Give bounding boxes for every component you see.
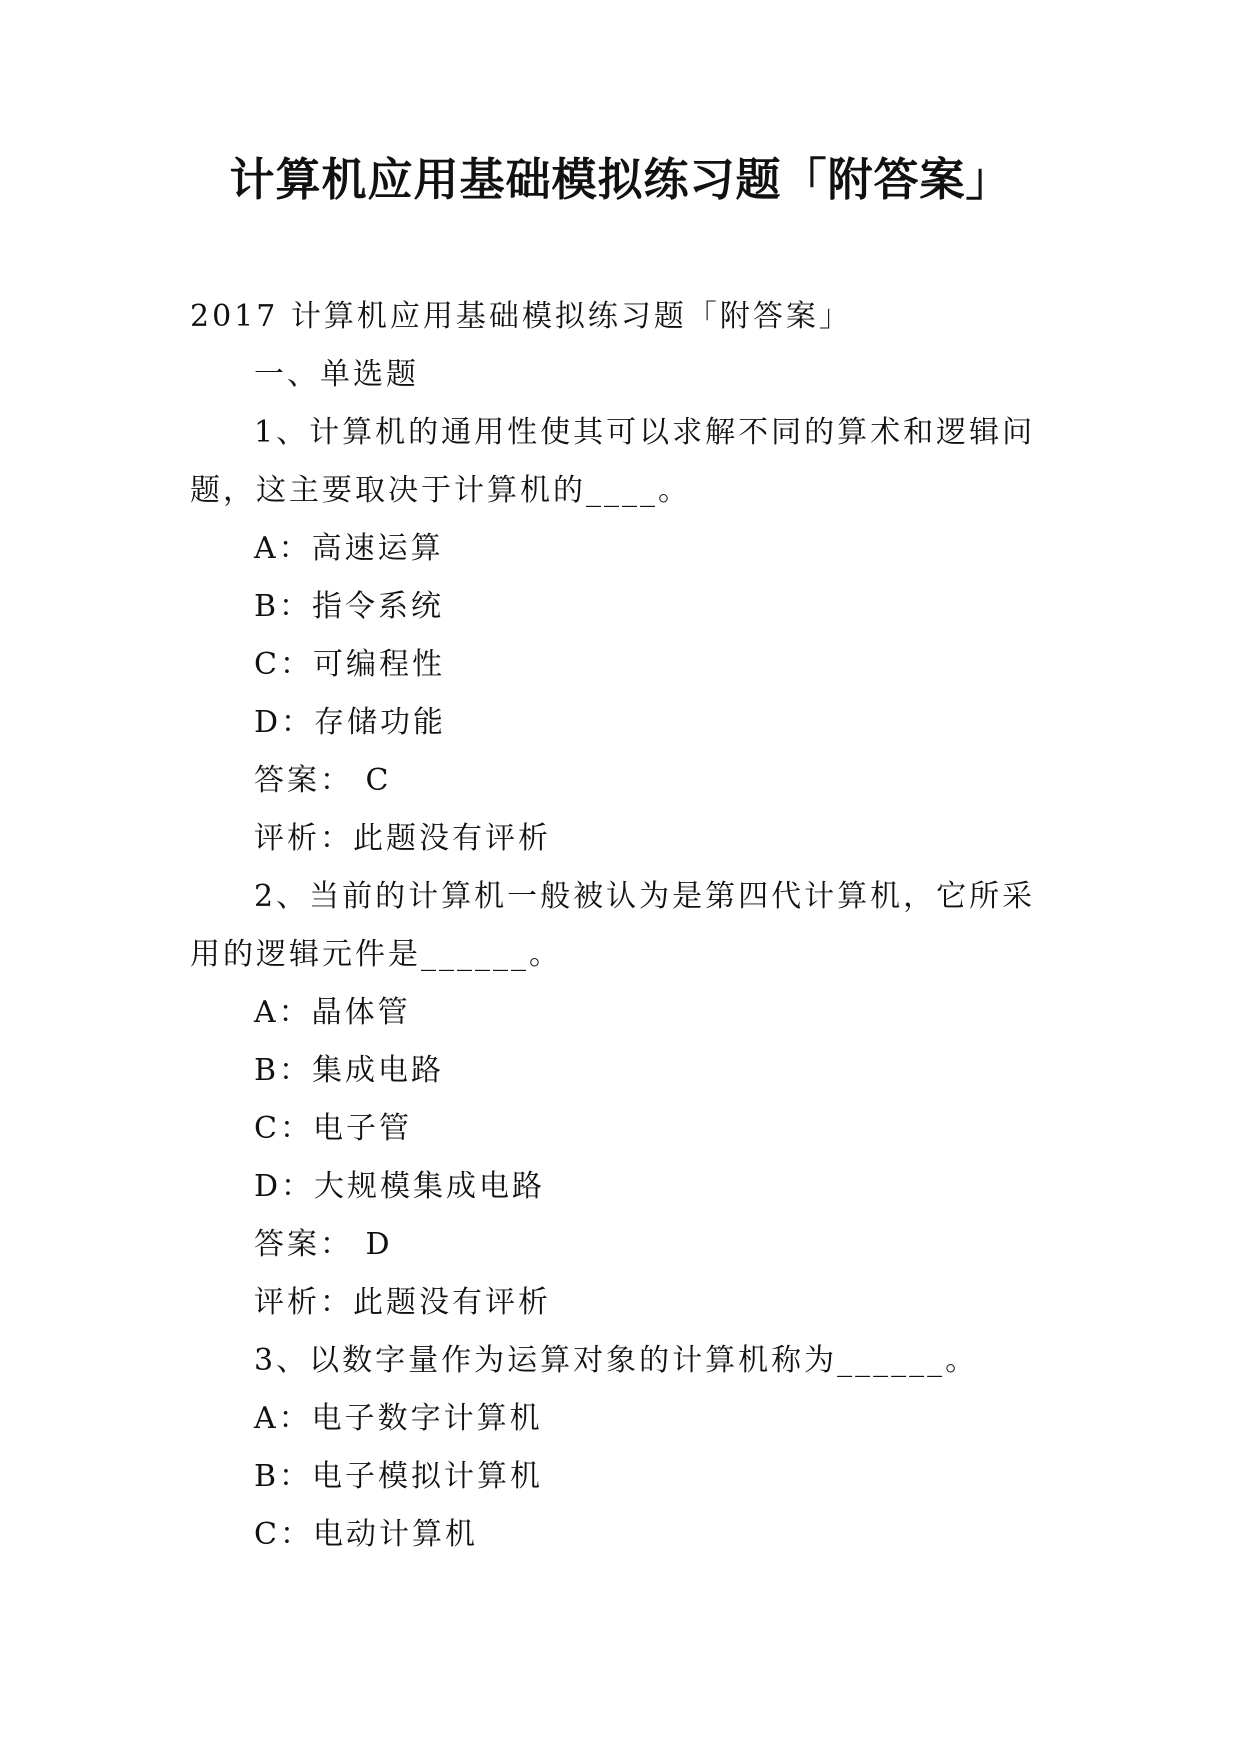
question-3-stem: 3、以数字量作为运算对象的计算机称为______。 [254, 1343, 979, 1378]
question-2-option-c: C：电子管 [254, 1111, 412, 1146]
question-3-option-a: A：电子数字计算机 [254, 1401, 543, 1436]
question-3-option-b: B：电子模拟计算机 [254, 1459, 544, 1494]
question-3-option-c: C：电动计算机 [254, 1517, 478, 1552]
question-2-option-d: D：大规模集成电路 [254, 1169, 546, 1204]
question-2-analysis: 评析：此题没有评析 [254, 1285, 551, 1320]
question-1-analysis: 评析：此题没有评析 [254, 821, 551, 856]
question-2-stem: 2、当前的计算机一般被认为是第四代计算机，它所采用的逻辑元件是______。 [190, 879, 1036, 972]
question-2-option-a: A：晶体管 [254, 995, 411, 1030]
question-2-option-b: B：集成电路 [254, 1053, 445, 1088]
question-1-option-b: B：指令系统 [254, 589, 445, 624]
document-subtitle: 2017 计算机应用基础模拟练习题「附答案」 [190, 299, 852, 334]
question-1-stem: 1、计算机的通用性使其可以求解不同的算术和逻辑问题，这主要取决于计算机的____。 [190, 415, 1036, 508]
document-title: 计算机应用基础模拟练习题「附答案」 [229, 153, 1012, 206]
question-1-option-a: A：高速运算 [254, 531, 444, 566]
question-2-answer: 答案： D [254, 1227, 393, 1262]
question-1-answer: 答案： C [254, 763, 392, 798]
document-body [190, 288, 1058, 1564]
question-1-option-c: C：可编程性 [254, 647, 445, 682]
section-heading: 一、单选题 [254, 357, 419, 392]
question-1-option-d: D：存储功能 [254, 705, 447, 740]
